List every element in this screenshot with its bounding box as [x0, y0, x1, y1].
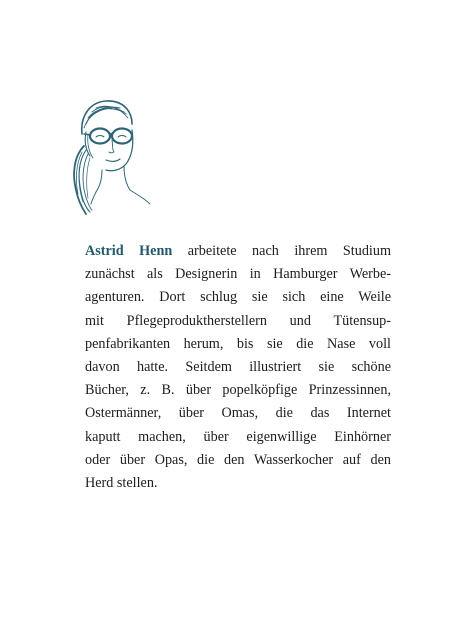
bio-line: davon hatte. Seitdem illustriert sie schöne	[85, 359, 391, 376]
bio-line: mit Pflegeproduktherstellern und Tütensup-	[85, 312, 391, 329]
bio-line: zunächst als Designerin in Hamburger Werbe-	[85, 266, 391, 283]
bio-line: penfabrikanten herum, bis sie die Nase voll	[85, 335, 391, 352]
bio-line: Herd stellen.	[85, 475, 158, 492]
bio-line: kaputt machen, über eigenwillige Einhörner	[85, 428, 391, 445]
author-name: Astrid Henn	[85, 243, 173, 259]
bio-line: oder über Opas, die den Wasserkocher auf den	[85, 451, 391, 468]
bio-first-line: arbeitete nach ihrem Studium	[172, 243, 392, 259]
bio-line: Bücher, z. B. über popelköpfige Prinzessinnen,	[85, 382, 391, 399]
author-bio	[85, 240, 391, 495]
author-portrait-sketch-icon	[66, 94, 152, 218]
bio-line: Ostermänner, über Omas, die das Internet	[85, 405, 391, 422]
bio-line: agenturen. Dort schlug sie sich eine Weile	[85, 289, 391, 306]
